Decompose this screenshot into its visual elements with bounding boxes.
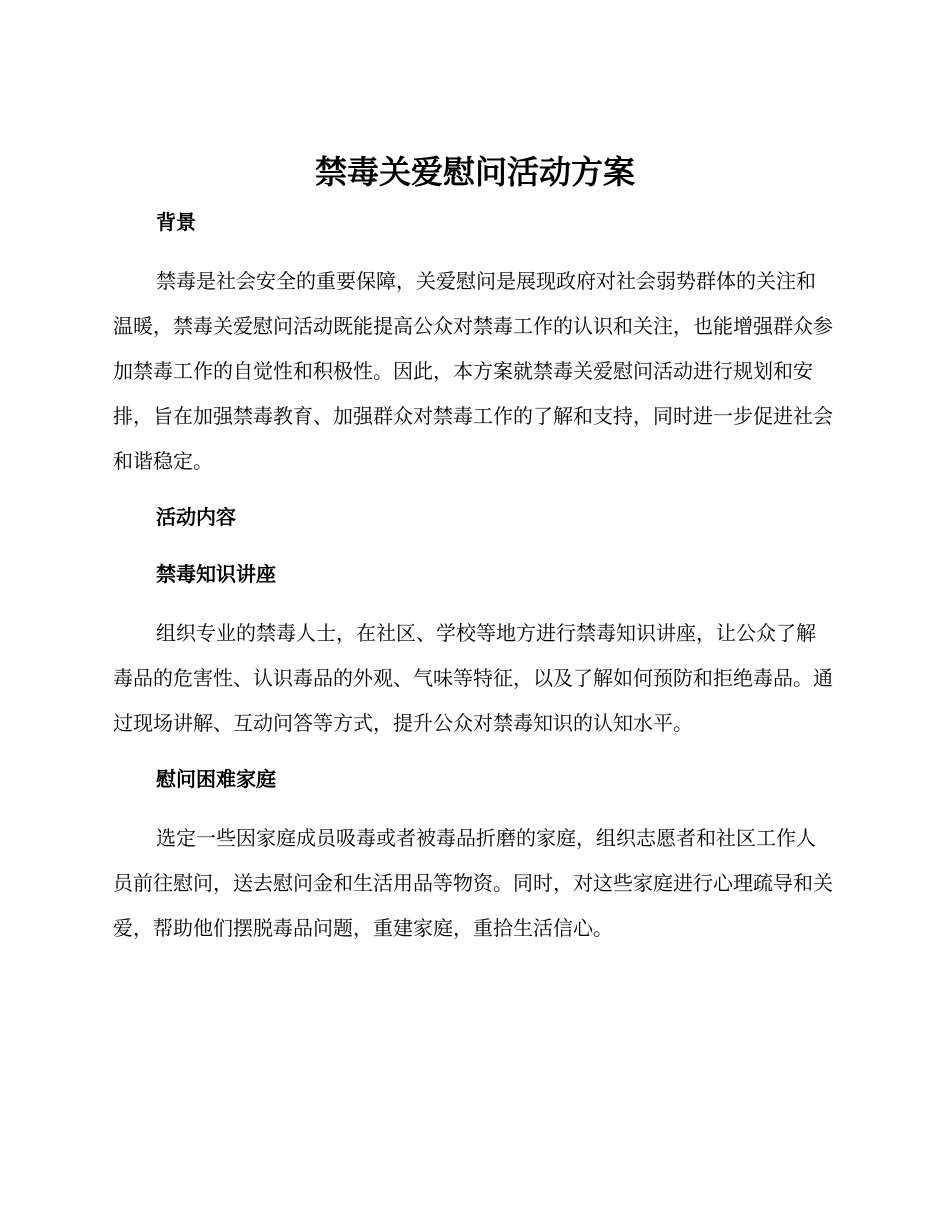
section-heading-family-visit: 慰问困难家庭 bbox=[156, 767, 276, 791]
document-title: 禁毒关爱慰问活动方案 bbox=[314, 153, 635, 191]
section-heading-activity-content: 活动内容 bbox=[156, 505, 236, 529]
document-body bbox=[113, 203, 835, 951]
section-paragraph-family-visit: 选定一些因家庭成员吸毒或者被毒品折磨的家庭，组织志愿者和社区工作人员前往慰问，送去慰问金和生活用品等物资。同时，对这些家庭进行心理疏导和关爱，帮助他们摆脱毒品问题，重建家庭，重拾生活信心。 bbox=[113, 826, 833, 940]
section-paragraph-background: 禁毒是社会安全的重要保障，关爱慰问是展现政府对社会弱势群体的关注和温暖，禁毒关爱慰问活动既能提高公众对禁毒工作的认识和关注，也能增强群众参加禁毒工作的自觉性和积极性。因此，本方案就禁毒关爱慰问活动进行规划和安排，旨在加强禁毒教育、加强群众对禁毒工作的了解和支持，同时进一步促进社会和谐稳定。 bbox=[113, 269, 833, 473]
section-heading-knowledge-lecture: 禁毒知识讲座 bbox=[156, 562, 276, 586]
section-heading-background: 背景 bbox=[156, 210, 196, 234]
section-paragraph-knowledge-lecture: 组织专业的禁毒人士，在社区、学校等地方进行禁毒知识讲座，让公众了解毒品的危害性、认识毒品的外观、气味等特征，以及了解如何预防和拒绝毒品。通过现场讲解、互动问答等方式，提升公众对禁毒知识的认知水平。 bbox=[113, 621, 833, 735]
